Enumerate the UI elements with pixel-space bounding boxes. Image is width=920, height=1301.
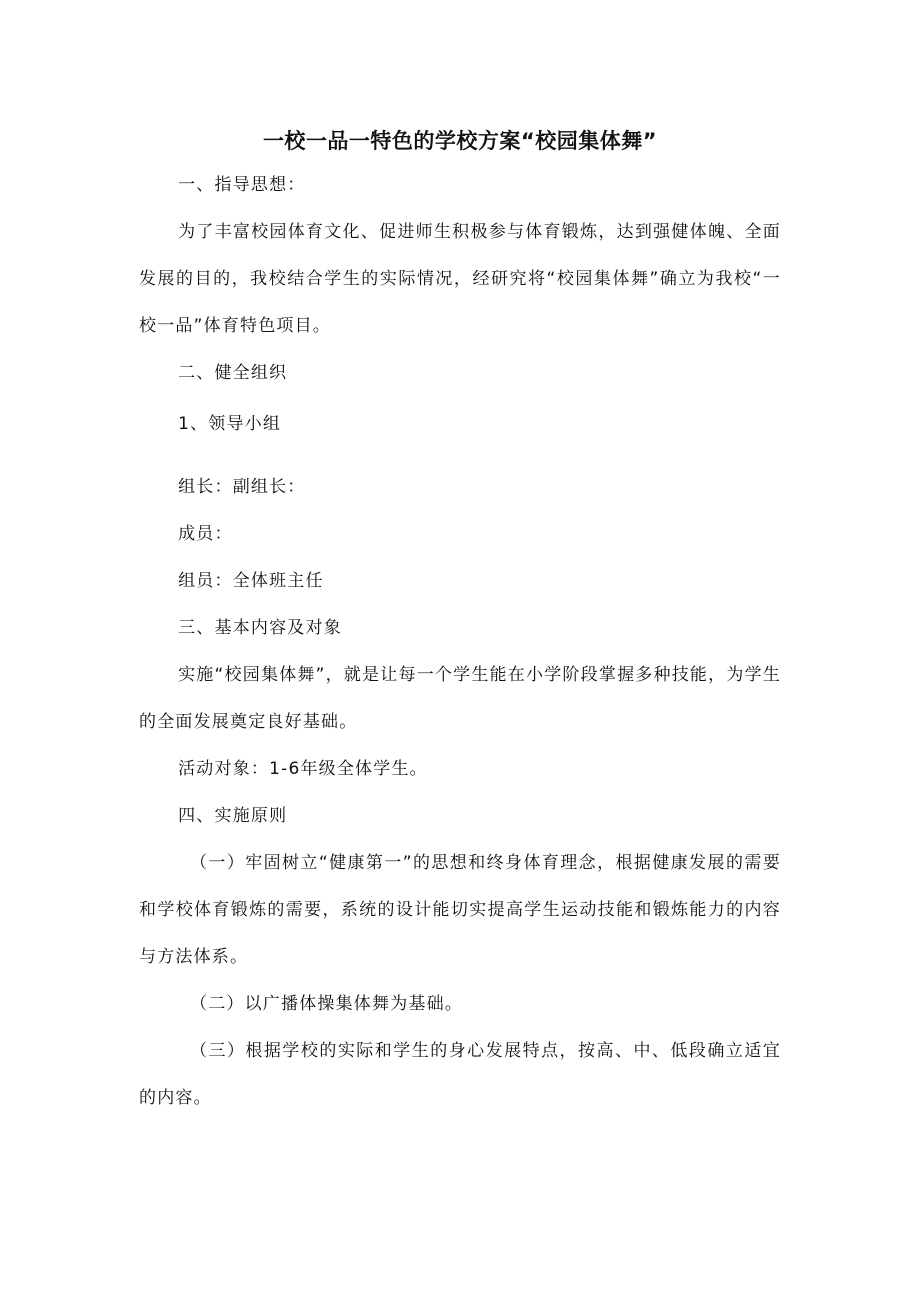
paragraph-implementation: 实施“校园集体舞”，就是让每一个学生能在小学阶段掌握多种技能，为学生的全面发展奠定良好基础。	[139, 665, 781, 732]
section-heading-content-and-targets: 三、基本内容及对象	[178, 618, 342, 638]
line-members: 成员：	[178, 524, 233, 544]
section-heading-principles: 四、实施原则	[178, 806, 288, 826]
document-body	[139, 124, 781, 1122]
principle-item-1: （一）牢固树立“健康第一”的思想和终身体育理念，根据健康发展的需要和学校体育锻炼的需要，系统的设计能切实提高学生运动技能和锻炼能力的内容与方法体系。	[139, 853, 781, 967]
principle-item-2: （二）以广播体操集体舞为基础。	[190, 994, 463, 1014]
line-group-members: 组员：全体班主任	[178, 571, 324, 591]
section-heading-organization: 二、健全组织	[178, 363, 288, 383]
line-activity-targets: 活动对象：1-6年级全体学生。	[178, 759, 428, 779]
paragraph-purpose: 为了丰富校园体育文化、促进师生积极参与体育锻炼，达到强健体魄、全面发展的目的，我校结合学生的实际情况，经研究将“校园集体舞”确立为我校“一校一品”体育特色项目。	[139, 222, 781, 336]
subheading-leadership-group: 1、领导小组	[178, 414, 282, 434]
document-title: 一校一品一特色的学校方案“校园集体舞”	[262, 129, 658, 153]
section-heading-guiding-ideology: 一、指导思想：	[178, 175, 306, 195]
principle-item-3: （三）根据学校的实际和学生的身心发展特点，按高、中、低段确立适宜的内容。	[139, 1041, 781, 1108]
line-group-leader: 组长：副组长：	[178, 477, 306, 497]
